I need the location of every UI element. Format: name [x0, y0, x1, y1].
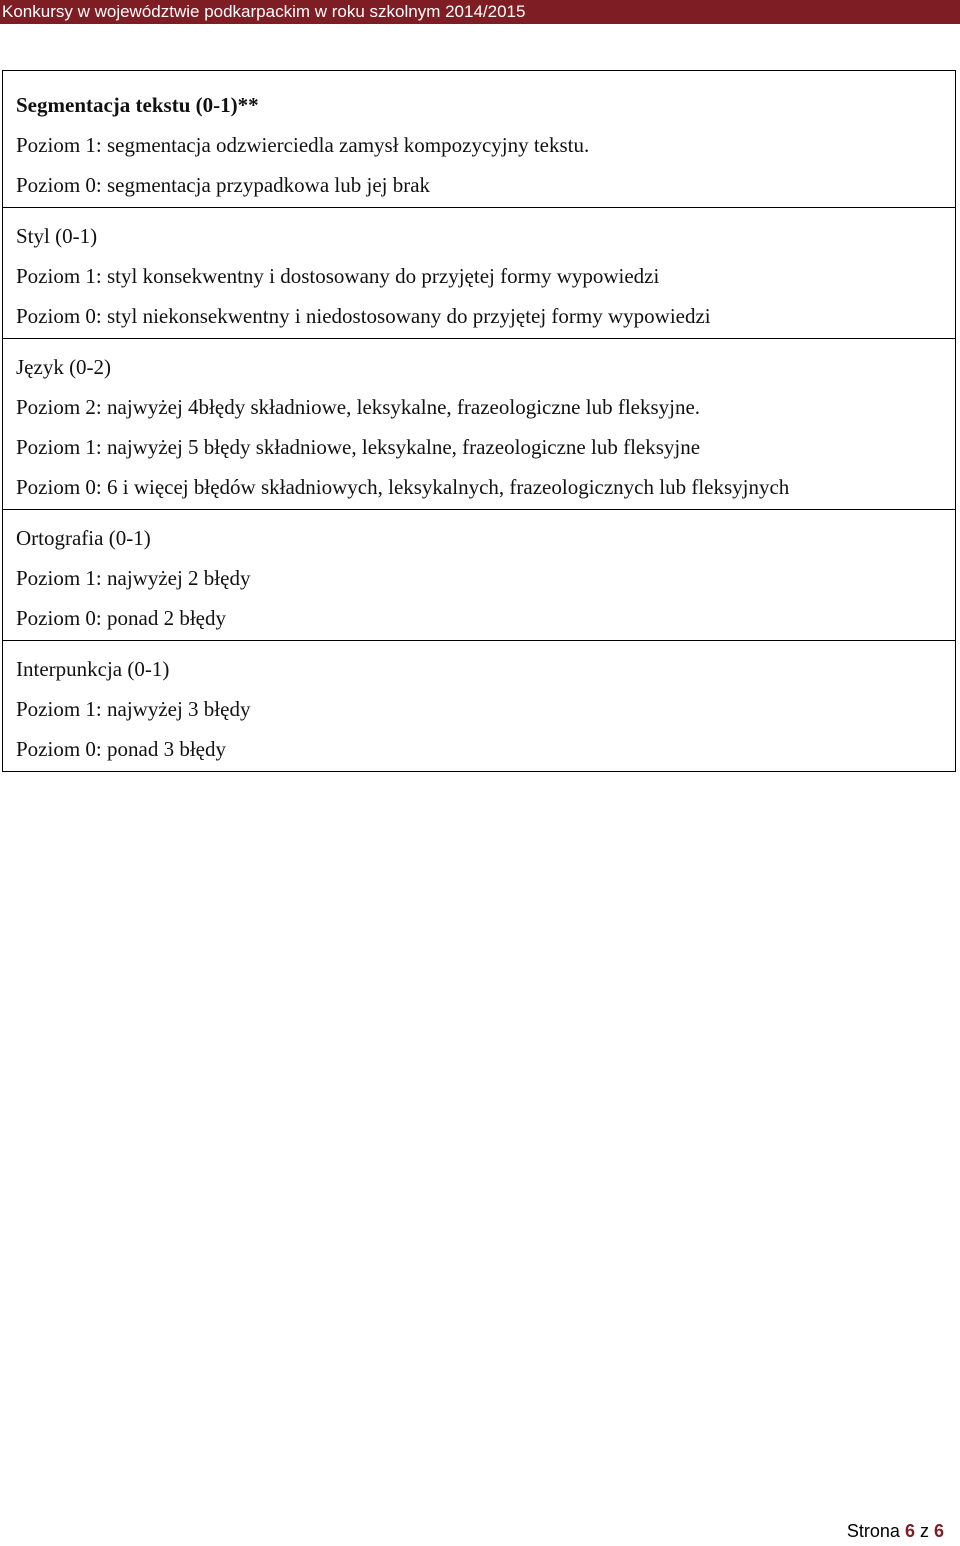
page-header-title: Konkursy w województwie podkarpackim w roku szkolnym 2014/2015 [2, 2, 526, 21]
criteria-table [2, 70, 956, 772]
criteria-section-styl [3, 208, 955, 339]
criteria-level: Poziom 0: ponad 3 błędy [16, 737, 226, 761]
criteria-level: Poziom 0: styl niekonsekwentny i niedostosowany do przyjętej formy wypowiedzi [16, 304, 711, 328]
criteria-level: Poziom 1: najwyżej 5 błędy składniowe, leksykalne, frazeologiczne lub fleksyjne [16, 435, 701, 459]
criteria-level: Poziom 1: styl konsekwentny i dostosowany do przyjętej formy wypowiedzi [16, 264, 660, 288]
criteria-section-ortografia [3, 510, 955, 641]
criteria-section-jezyk [3, 339, 955, 510]
page-number [847, 1521, 944, 1542]
criteria-heading: Styl (0-1) [16, 224, 98, 248]
page-number-total: 6 [933, 1521, 944, 1541]
criteria-level: Poziom 0: segmentacja przypadkowa lub jej brak [16, 173, 431, 197]
criteria-level: Poziom 1: najwyżej 3 błędy [16, 697, 251, 721]
page-number-prefix: Strona [846, 1521, 900, 1541]
criteria-section-segmentacja [3, 71, 955, 208]
criteria-level: Poziom 1: najwyżej 2 błędy [16, 566, 251, 590]
page-number-separator: z [919, 1521, 929, 1541]
criteria-heading: Interpunkcja (0-1) [16, 657, 170, 681]
page-header [0, 0, 960, 24]
criteria-heading: Segmentacja tekstu (0-1)** [16, 93, 259, 117]
criteria-section-interpunkcja [3, 641, 955, 771]
criteria-heading: Język (0-2) [16, 355, 112, 379]
criteria-level: Poziom 0: ponad 2 błędy [16, 606, 226, 630]
criteria-heading: Ortografia (0-1) [16, 526, 151, 550]
page-number-current: 6 [904, 1521, 915, 1541]
criteria-level: Poziom 2: najwyżej 4błędy składniowe, leksykalne, frazeologiczne lub fleksyjne. [16, 395, 701, 419]
criteria-level: Poziom 0: 6 i więcej błędów składniowych, leksykalnych, frazeologicznych lub fleksyjnych [16, 475, 790, 499]
criteria-level: Poziom 1: segmentacja odzwierciedla zamysł kompozycyjny tekstu. [16, 133, 590, 157]
